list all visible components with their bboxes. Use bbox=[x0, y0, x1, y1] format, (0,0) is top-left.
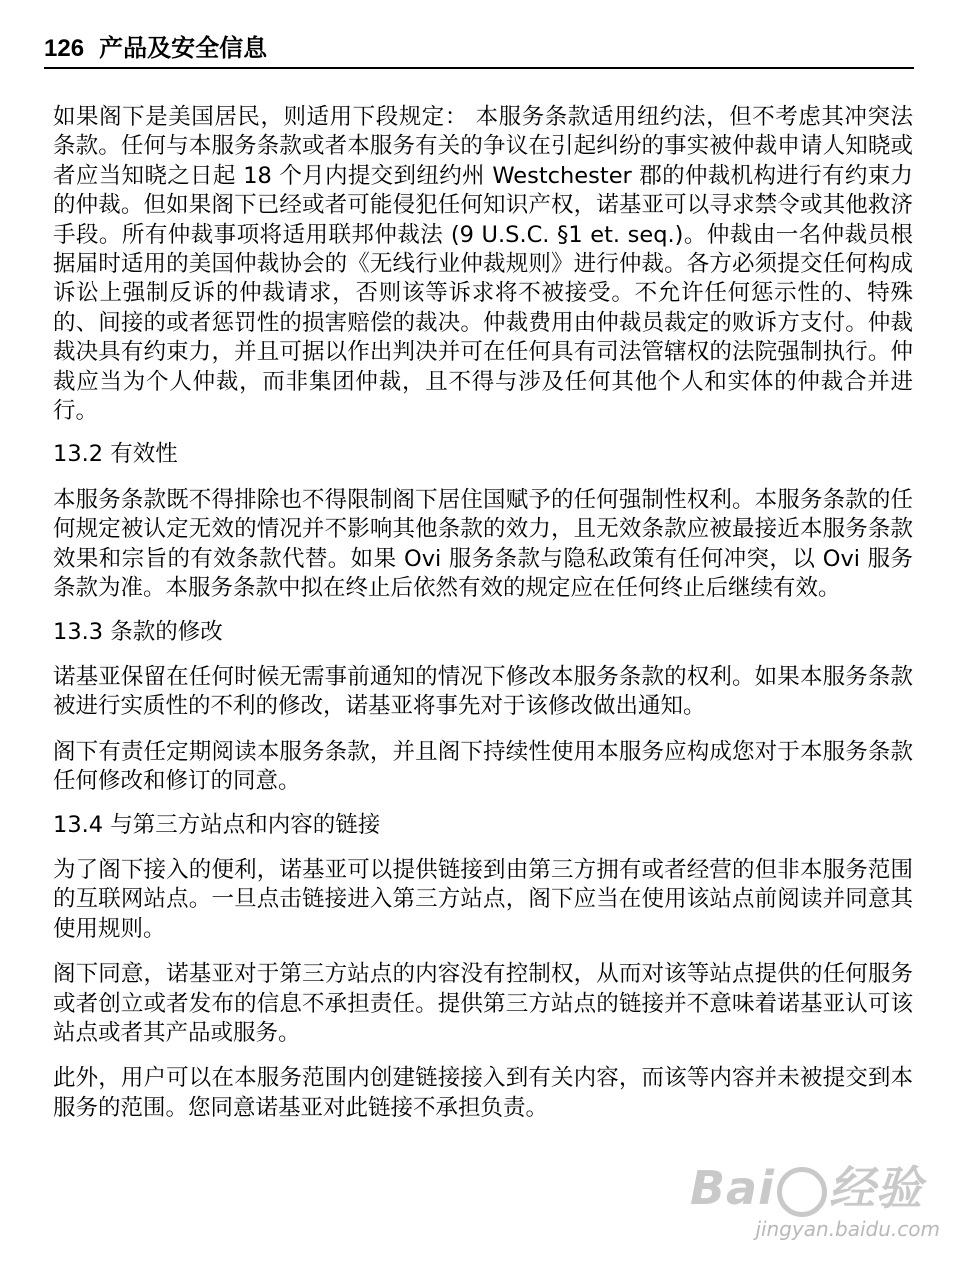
paragraph-user-links: 此外，用户可以在本服务范围内创建链接接入到有关内容，而该等内容并未被提交到本服务的范围。您同意诺基亚对此链接不承担负责。 bbox=[53, 1065, 913, 1121]
paragraph-validity: 本服务条款既不得排除也不得限制阁下居住国赋予的任何强制性权利。本服务条款的任何规定被认定无效的情况并不影响其他条款的效力，且无效条款应被最接近本服务条款效果和宗旨的有效条款代替。如果 Ovi 服务条款与隐私政策有任何冲突，以 Ovi 服务条款为准。本服务条款中拟在终止后依然有效的规定应在任何终止后继续有效。 bbox=[53, 486, 913, 602]
paragraph-no-control: 阁下同意，诺基亚对于第三方站点的内容没有控制权，从而对该等站点提供的任何服务或者创立或者发布的信息不承担责任。提供第三方站点的链接并不意味着诺基亚认可该站点或者其产品或服务。 bbox=[53, 961, 913, 1046]
section-heading-13-2: 13.2 有效性 bbox=[53, 441, 178, 468]
watermark-logo: Bai 经验 bbox=[690, 1161, 923, 1215]
running-title: 产品及安全信息 bbox=[99, 35, 268, 62]
paragraph-review-terms: 阁下有责任定期阅读本服务条款，并且阁下持续性使用本服务应构成您对于本服务条款任何修改和修订的同意。 bbox=[53, 738, 913, 795]
watermark-url: jingyan.baidu.com bbox=[755, 1216, 940, 1241]
paw-icon bbox=[777, 1167, 827, 1217]
document-body bbox=[53, 103, 913, 1123]
page-header bbox=[44, 34, 914, 69]
baidu-watermark bbox=[690, 1160, 960, 1270]
paragraph-arbitration: 如果阁下是美国居民，则适用下段规定： 本服务条款适用纽约法，但不考虑其冲突法条款。任何与本服务条款或者本服务有关的争议在引起纠纷的事实被仲裁申请人知晓或者应当知晓之日起 18 个月内提交到纽约州 Westchester 郡的仲裁机构进行有约束力的仲裁。但如果阁下已经或者可能侵犯任何知识产权，诺基亚可以寻求禁令或其他救济手段。所有仲裁事项将适用联邦仲裁法 (9 U.S.C. §1 et. seq.)。仲裁由一名仲裁员根据届时适用的美国仲裁协会的《无线行业仲裁规则》进行仲裁。各方必须提交任何构成诉讼上强制反诉的仲裁请求，否则该等诉求将不被接受。不允许任何惩示性的、特殊的、间接的或者惩罚性的损害赔偿的裁决。仲裁费用由仲裁员裁定的败诉方支付。仲裁裁决具有约束力，并且可据以作出判决并可在任何具有司法管辖权的法院强制执行。仲裁应当为个人仲裁，而非集团仲裁，且不得与涉及任何其他个人和实体的仲裁合并进行。 bbox=[53, 104, 913, 425]
paragraph-third-party-links: 为了阁下接入的便利，诺基亚可以提供链接到由第三方拥有或者经营的但非本服务范围的互联网站点。一旦点击链接进入第三方站点，阁下应当在使用该站点前阅读并同意其使用规则。 bbox=[53, 856, 913, 942]
section-heading-13-3: 13.3 条款的修改 bbox=[53, 618, 223, 645]
page-number: 126 bbox=[44, 35, 85, 62]
paragraph-modification: 诺基亚保留在任何时候无需事前通知的情况下修改本服务条款的权利。如果本服务条款被进行实质性的不利的修改，诺基亚将事先对于该修改做出通知。 bbox=[53, 663, 913, 720]
section-heading-13-4: 13.4 与第三方站点和内容的链接 bbox=[53, 811, 381, 838]
